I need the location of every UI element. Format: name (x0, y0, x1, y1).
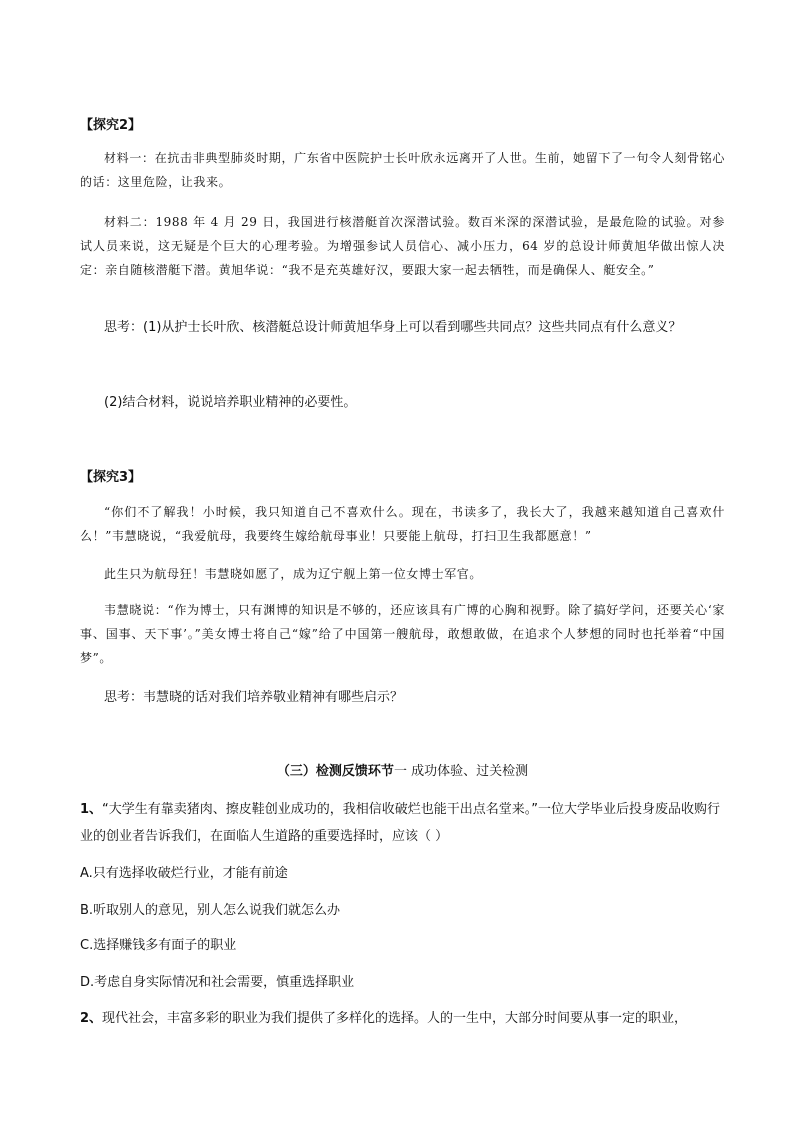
part3-title-rest: 一 成功体验、过关检测 (393, 764, 529, 779)
question-1-text: “大学生有靠卖猪肉、擦皮鞋创业成功的，我相信收破烂也能干出点名堂来。”一位大学毕业后投身废品收购行业的创业者告诉我们，在面临人生道路的重要选择时，应该（ ） (80, 802, 721, 844)
explore3-heading: 【探究3】 (80, 470, 142, 485)
option-d: D.考虑自身实际情况和社会需要，慎重选择职业 (80, 975, 355, 990)
explore2-think2: (2)结合材料，说说培养职业精神的必要性。 (104, 395, 357, 410)
question-2-number: 2、 (80, 1011, 103, 1026)
question-1-number: 1、 (80, 802, 103, 817)
option-a: A.只有选择收破烂行业，才能有前途 (80, 866, 288, 881)
option-b: B.听取别人的意见，别人怎么说我们就怎么办 (80, 903, 341, 918)
question-2-text: 现代社会，丰富多彩的职业为我们提供了多样化的选择。人的一生中，大部分时间要从事一定的职业， (102, 1011, 688, 1026)
question-1 (80, 796, 725, 850)
part3-title-bold: （三）检测反馈环节 (276, 764, 394, 779)
explore2-think1: 思考：(1)从护士长叶欣、核潜艇总设计师黄旭华身上可以看到哪些共同点？这些共同点有什么意义？ (104, 320, 682, 335)
explore2-material1: 材料一：在抗击非典型肺炎时期，广东省中医院护士长叶欣永远离开了人世。生前，她留下了一句令人刻骨铭心的话：这里危险，让我来。 (80, 151, 725, 189)
explore3-para3: 韦慧晓说：“作为博士，只有渊博的知识是不够的，还应该具有广博的心胸和视野。除了搞好学问，还要关心‘家事、国事、天下事’。”美女博士将自己“嫁”给了中国第一艘航母，敢想敢做，在追求个人梦想的同时也托举着“中国梦”。 (80, 603, 725, 665)
question-2 (80, 1006, 725, 1032)
explore3-think: 思考：韦慧晓的话对我们培养敬业精神有哪些启示？ (104, 690, 404, 705)
explore3-para2: 此生只为航母狂！韦慧晓如愿了，成为辽宁舰上第一位女博士军官。 (104, 567, 483, 581)
explore2-heading: 【探究2】 (80, 118, 142, 133)
part3-title (80, 759, 725, 785)
explore3-para1: “你们不了解我！小时候，我只知道自己不喜欢什么。现在，书读多了，我长大了，我越来越知道自己喜欢什么！”韦慧晓说，“我爱航母，我要终生嫁给航母事业！只要能上航母，打扫卫生我都愿意！” (80, 505, 725, 543)
option-c: C.选择赚钱多有面子的职业 (80, 938, 237, 953)
explore2-material2: 材料二：1988 年 4 月 29 日，我国进行核潜艇首次深潜试验。数百米深的深潜试验，是最危险的试验。对参试人员来说，这无疑是个巨大的心理考验。为增强参试人员信心、减小压力，64 岁的总设计师黄旭华做出惊人决定：亲自随核潜艇下潜。黄旭华说：“我不是充英雄好汉，要跟大家一起去牺牲，而是确保人、艇安全。” (80, 215, 725, 277)
